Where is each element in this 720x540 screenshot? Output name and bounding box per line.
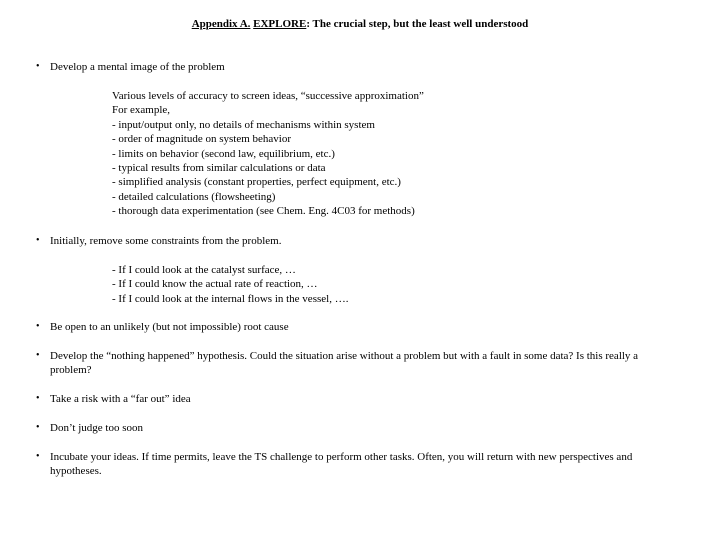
bullet-dot-icon: •	[36, 321, 40, 332]
bullet-text: Initially, remove some constraints from the problem.	[50, 235, 282, 247]
list-item: - detailed calculations (flowsheeting)	[112, 190, 276, 203]
bullet-text: Incubate your ideas. If time permits, leave the TS challenge to perform other tasks. Often, you will return with new perspectives and hypotheses.	[50, 451, 633, 478]
bullet-dot-icon: •	[36, 422, 40, 433]
list-item: - simplified analysis (constant properties, perfect equipment, etc.)	[112, 176, 401, 189]
bullet-text: Develop the “nothing happened” hypothesis. Could the situation arise without a problem but with a fault in some data? Is this really a problem?	[50, 350, 639, 377]
list-item: - typical results from similar calculations or data	[112, 162, 326, 175]
bullet-text: Don’t judge too soon	[50, 422, 143, 434]
list-item: - If I could look at the internal flows in the vessel, ….	[112, 292, 349, 305]
title-rest: : The crucial step, but the least well understood	[306, 18, 529, 30]
list-item: - If I could look at the catalyst surface, …	[112, 264, 296, 276]
bullet-remove-constraints	[36, 234, 676, 248]
list-item: Various levels of accuracy to screen ideas, “successive approximation”	[112, 90, 424, 102]
bullet-text: Be open to an unlikely (but not impossible) root cause	[50, 321, 289, 333]
bullet-text: Take a risk with a “far out” idea	[50, 393, 191, 405]
bullet-nothing-happened	[36, 349, 676, 378]
accuracy-levels-list	[112, 89, 672, 219]
list-item: For example,	[112, 104, 171, 117]
title-appendix: Appendix A.	[191, 18, 251, 30]
bullet-text: Develop a mental image of the problem	[50, 61, 225, 73]
bullet-mental-image	[36, 60, 676, 74]
bullet-dot-icon: •	[36, 350, 40, 361]
bullet-dont-judge	[36, 421, 676, 435]
bullet-incubate	[36, 450, 676, 479]
list-item: - order of magnitude on system behavior	[112, 133, 292, 146]
title-explore: EXPLORE	[253, 18, 307, 30]
page-title	[0, 17, 720, 31]
list-item: - If I could know the actual rate of reaction, …	[112, 278, 318, 291]
bullet-dot-icon: •	[36, 61, 40, 72]
list-item: - thorough data experimentation (see Chem. Eng. 4C03 for methods)	[112, 205, 415, 218]
bullet-root-cause	[36, 320, 676, 334]
bullet-dot-icon: •	[36, 393, 40, 404]
bullet-dot-icon: •	[36, 235, 40, 246]
bullet-dot-icon: •	[36, 451, 40, 462]
constraints-list	[112, 263, 672, 306]
bullet-far-out	[36, 392, 676, 406]
list-item: - input/output only, no details of mechanisms within system	[112, 118, 375, 131]
list-item: - limits on behavior (second law, equilibrium, etc.)	[112, 147, 335, 160]
